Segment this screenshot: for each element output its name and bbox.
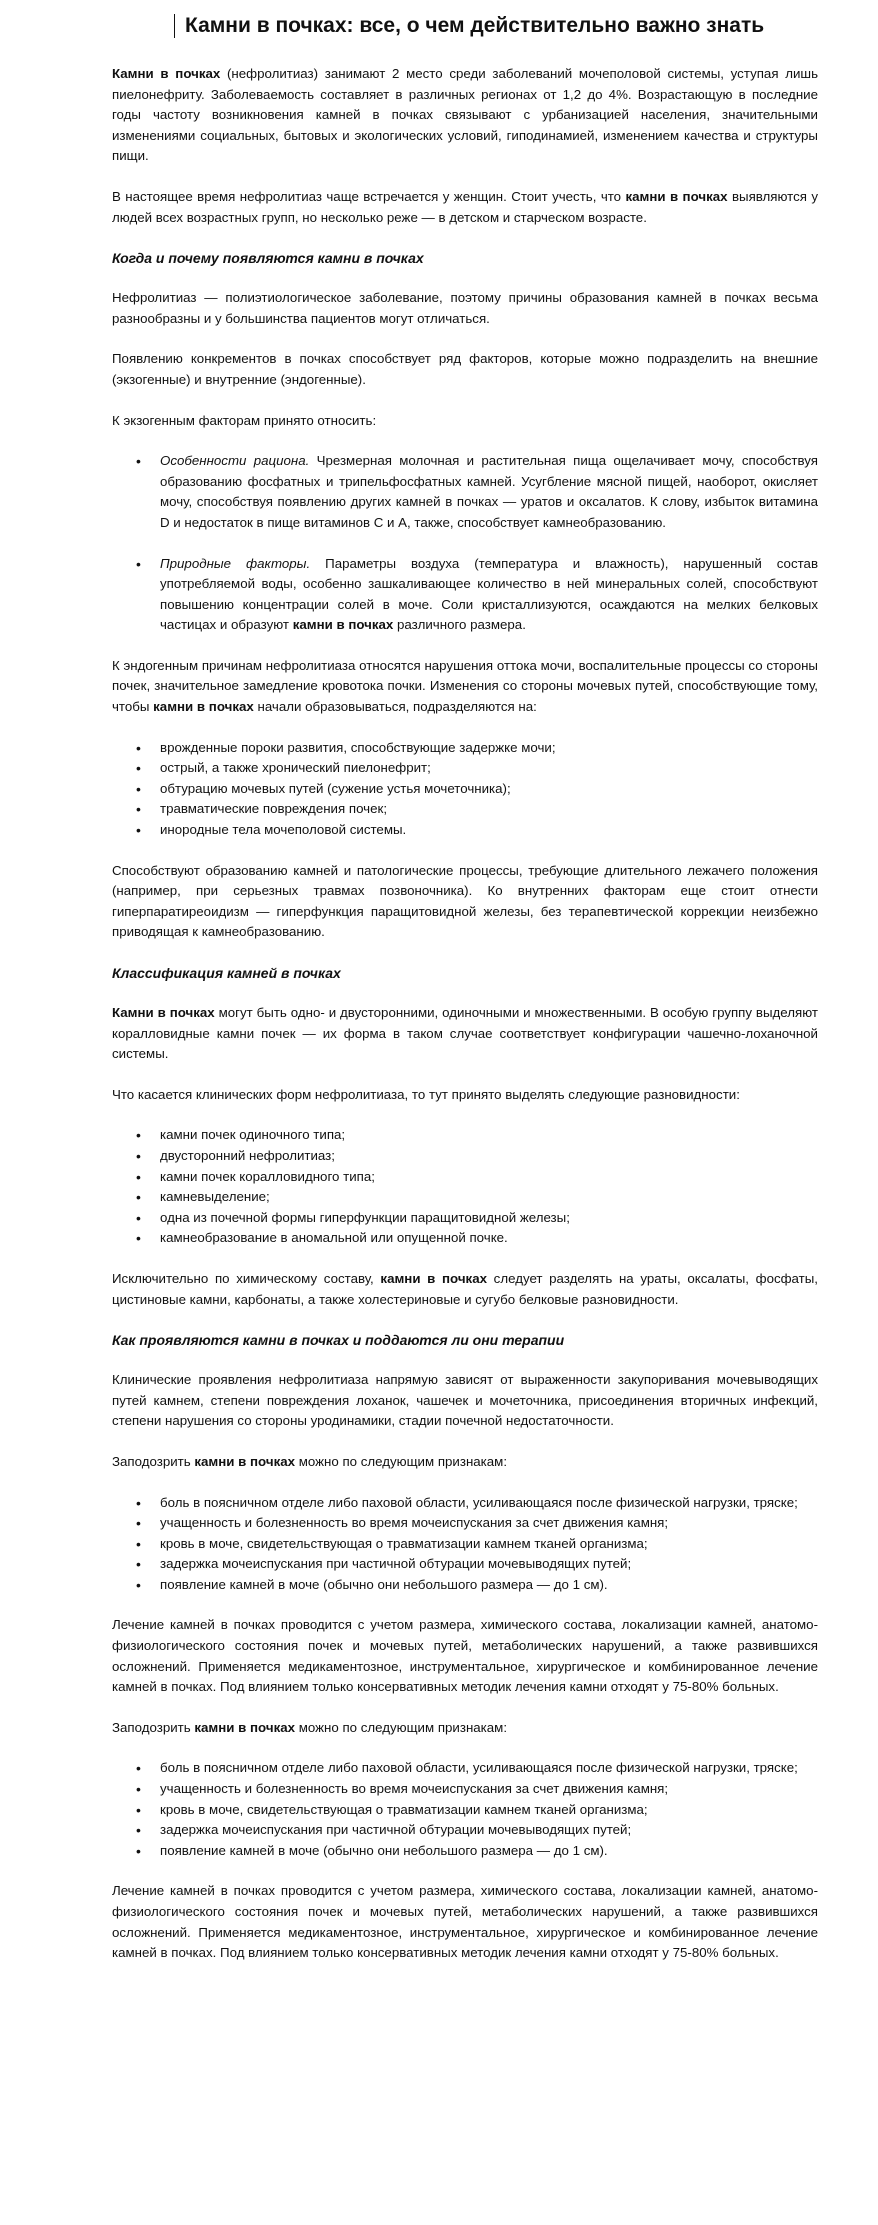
symptoms-list-2	[112, 1758, 818, 1861]
classification-paragraph-1: Камни в почках могут быть одно- и двусторонними, одиночными и множественными. В особую группу выделяют коралловидные камни почек — их форма в таком случае соответствует конфигурации чашечно-лоханочной системы.	[112, 1005, 818, 1062]
list-item: • двусторонний нефролитиаз;	[160, 1146, 818, 1167]
intro-paragraph-2: В настоящее время нефролитиаз чаще встречается у женщин. Стоит учесть, что камни в почках выявляются у людей всех возрастных групп, но несколько реже — в детском и старческом возрасте.	[112, 188, 818, 225]
suspect-paragraph-1: Заподозрить камни в почках можно по следующим признакам:	[112, 1453, 508, 1469]
causes-paragraph-2: Появлению конкрементов в почках способствует ряд факторов, которые можно подразделить на внешние (экзогенные) и внутренние (эндогенные).	[112, 351, 818, 387]
list-item: • обтурацию мочевых путей (сужение устья мочеточника);	[160, 779, 818, 800]
exogenous-factors-list	[112, 451, 818, 636]
causes-paragraph-1: Нефролитиаз — полиэтиологическое заболевание, поэтому причины образования камней в почках весьма разнообразны и у большинства пациентов могут отличаться.	[112, 290, 818, 326]
symptoms-paragraph-1: Клинические проявления нефролитиаза напрямую зависят от выраженности закупоривания мочевыводящих путей камнем, степени повреждения лоханок, чашечек и мочеточника, присоединения вторичных инфекций, степени нарушения со стороны уродинамики, стадии почечной недостаточности.	[112, 1372, 818, 1429]
causes-paragraph-5: Способствуют образованию камней и патологические процессы, требующие длительного лежачего положения (например, при серьезных травмах позвоночника). Ко внутренних факторам еще стоит отнести гиперпаратиреоидизм — гиперфункция паращитовидной железы, без терапевтической коррекции неизбежно приводящая к камнеобразованию.	[112, 862, 818, 940]
page-title: Камни в почках: все, о чем действительно важно знать	[174, 14, 764, 38]
list-item: • боль в поясничном отделе либо паховой области, усиливающаяся после физической нагрузки, тряске;	[160, 1493, 818, 1514]
list-item: • травматические повреждения почек;	[160, 799, 818, 820]
list-item: • задержка мочеиспускания при частичной обтурации мочевыводящих путей;	[160, 1554, 818, 1575]
list-item: • кровь в моче, свидетельствующая о травматизации камнем тканей организма;	[160, 1534, 818, 1555]
clinical-forms-list	[112, 1125, 818, 1249]
list-item: • Особенности рациона. Чрезмерная молочная и растительная пища ощелачивает мочу, способствуя образованию фосфатных и трипельфосфатных камней. Усугбление мясной пищей, наоборот, окисляет мочу, способствуя появлению других камней в почках — уратов и оксалатов. К слову, избыток витамина D и недостаток в пище витаминов С и А, также, способствует камнеобразованию.	[160, 451, 818, 533]
section-heading-causes: Когда и почему появляются камни в почках	[112, 250, 424, 267]
endogenous-factors-list	[112, 738, 818, 841]
classification-paragraph-2: Что касается клинических форм нефролитиаза, то тут принято выделять следующие разновидности:	[112, 1086, 740, 1102]
section-heading-classification: Классификация камней в почках	[112, 965, 341, 981]
symptoms-list-1	[112, 1493, 818, 1596]
causes-paragraph-4: К эндогенным причинам нефролитиаза относятся нарушения оттока мочи, воспалительные процессы со стороны почек, значительное замедление кровотока почки. Изменения со стороны мочевых путей, способствующие тому, чтобы камни в почках начали образовываться, подразделяются на:	[112, 657, 818, 715]
list-item: • появление камней в моче (обычно они небольшого размера — до 1 см).	[160, 1841, 818, 1862]
suspect-paragraph-2: Заподозрить камни в почках можно по следующим признакам:	[112, 1719, 508, 1735]
treatment-paragraph-1: Лечение камней в почках проводится с учетом размера, химического состава, локализации камней, анатомо-физиологического состояния почек и мочевых путей, метаболических нарушений, а также развившихся осложнений. Применяется медикаментозное, инструментальное, хирургическое и комбинированное лечение камней в почках. Под влиянием только консервативных методик лечения камни отходят у 75-80% больных.	[112, 1617, 818, 1695]
list-item: • кровь в моче, свидетельствующая о травматизации камнем тканей организма;	[160, 1800, 818, 1821]
list-item: • камни почек коралловидного типа;	[160, 1167, 818, 1188]
section-heading-symptoms: Как проявляются камни в почках и поддаются ли они терапии	[112, 1332, 565, 1349]
list-item: • Природные факторы. Параметры воздуха (температура и влажность), нарушенный состав употребляемой воды, особенно зашкаливающее количество в ней минеральных солей, способствуют повышению концентрации солей в моче. Соли кристаллизуются, осаждаются на мелких белковых частицах и образуют камни в почках различного размера.	[160, 554, 818, 636]
list-item: • камни почек одиночного типа;	[160, 1125, 818, 1146]
list-item: • инородные тела мочеполовой системы.	[160, 820, 818, 841]
treatment-paragraph-2: Лечение камней в почках проводится с учетом размера, химического состава, локализации камней, анатомо-физиологического состояния почек и мочевых путей, метаболических нарушений, а также развившихся осложнений. Применяется медикаментозное, инструментальное, хирургическое и комбинированное лечение камней в почках. Под влиянием только консервативных методик лечения камни отходят у 75-80% больных.	[112, 1883, 818, 1961]
list-item: • боль в поясничном отделе либо паховой области, усиливающаяся после физической нагрузки, тряске;	[160, 1758, 818, 1779]
list-item: • острый, а также хронический пиелонефрит;	[160, 758, 818, 779]
list-item: • врожденные пороки развития, способствующие задержке мочи;	[160, 738, 818, 759]
list-item: • учащенность и болезненность во время мочеиспускания за счет движения камня;	[160, 1513, 818, 1534]
causes-paragraph-3: К экзогенным факторам принято относить:	[112, 412, 377, 428]
list-item: • камневыделение;	[160, 1187, 818, 1208]
list-item: • камнеобразование в аномальной или опущенной почке.	[160, 1228, 818, 1249]
list-item: • учащенность и болезненность во время мочеиспускания за счет движения камня;	[160, 1779, 818, 1800]
classification-paragraph-3: Исключительно по химическому составу, камни в почках следует разделять на ураты, оксалаты, фосфаты, цистиновые камни, карбонаты, а также холестериновые и сугубо белковые разновидности.	[112, 1270, 818, 1307]
list-item: • появление камней в моче (обычно они небольшого размера — до 1 см).	[160, 1575, 818, 1596]
list-item: • задержка мочеиспускания при частичной обтурации мочевыводящих путей;	[160, 1820, 818, 1841]
intro-paragraph-1: Камни в почках (нефролитиаз) занимают 2 место среди заболеваний мочеполовой системы, уступая лишь пиелонефриту. Заболеваемость составляет в различных регионах от 1,2 до 4%. Возрастающую в последние годы частоту возникновения камней в почках связывают с урбанизацией населения, значительными изменениями социальных, бытовых и экологических условий, гиподинамией, изменением качества и структуры пищи.	[112, 66, 818, 164]
list-item: • одна из почечной формы гиперфункции паращитовидной железы;	[160, 1208, 818, 1229]
